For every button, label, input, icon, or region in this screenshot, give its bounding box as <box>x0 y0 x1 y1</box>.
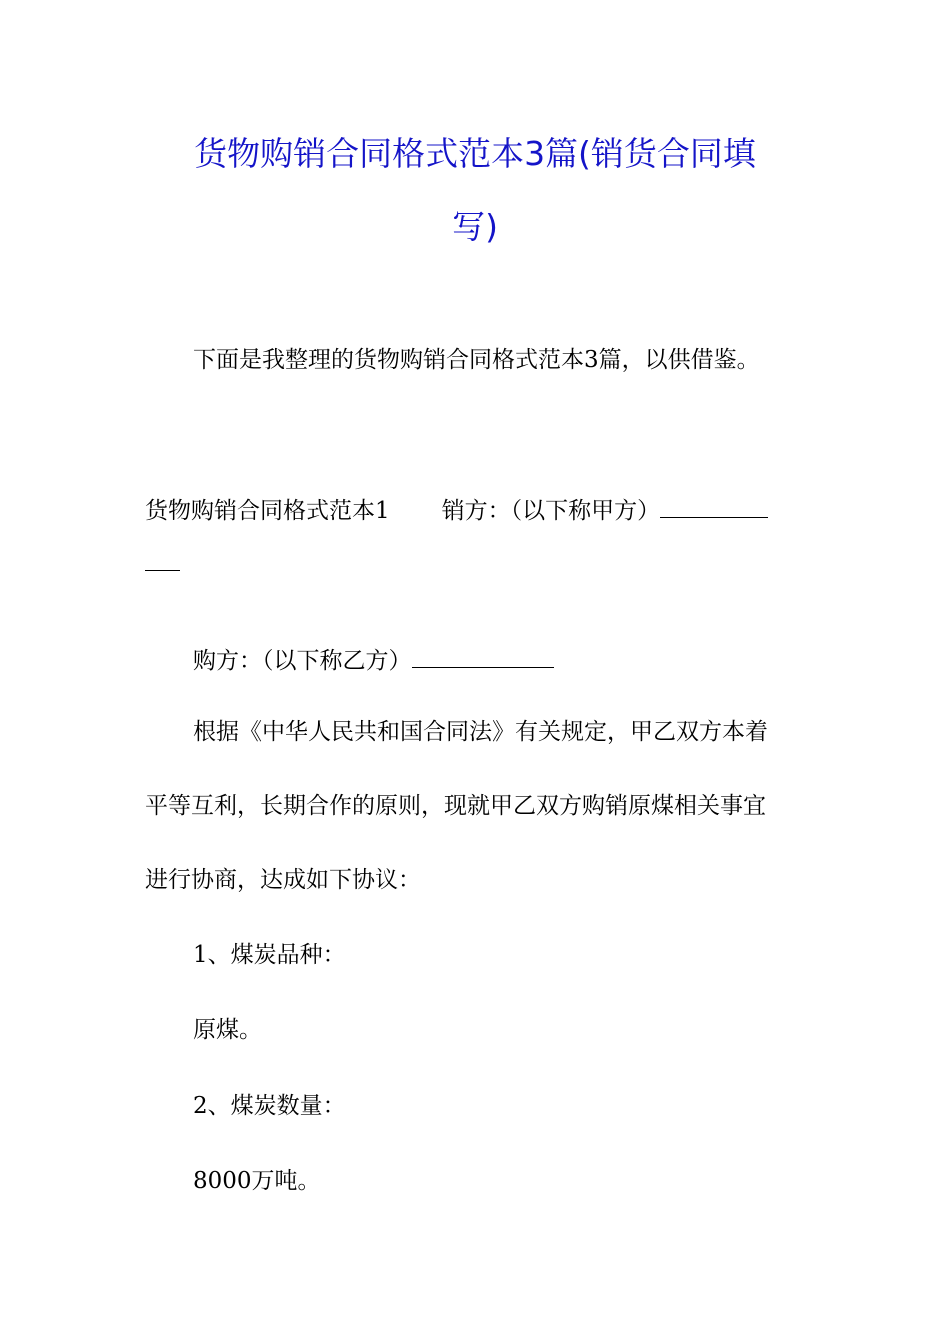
buyer-line <box>193 645 858 676</box>
document-title-line-2: 写) <box>452 207 498 246</box>
sample1-heading-line <box>145 495 810 526</box>
item2-label: 2、煤炭数量： <box>193 1093 346 1119</box>
item1-value: 原煤。 <box>193 1017 262 1043</box>
paragraph1-line-2: 平等互利，长期合作的原则，现就甲乙双方购销原煤相关事宜 <box>145 793 766 819</box>
sample1-heading: 货物购销合同格式范本1 <box>145 498 390 524</box>
item1-label: 1、煤炭品种： <box>193 942 346 968</box>
document-title-line-1: 货物购销合同格式范本3篇(销货合同填 <box>194 134 756 173</box>
item2-value: 8000万吨。 <box>193 1168 321 1194</box>
seller-name-blank <box>660 495 768 518</box>
seller-name-blank-continued-line <box>145 548 810 579</box>
paragraph1-line-1: 根据《中华人民共和国合同法》有关规定，甲乙双方本着 <box>193 719 768 745</box>
intro-paragraph: 下面是我整理的货物购销合同格式范本3篇，以供借鉴。 <box>193 347 760 373</box>
paragraph1-line-3: 进行协商，达成如下协议： <box>145 867 421 893</box>
seller-name-blank-continued <box>145 548 180 571</box>
buyer-name-blank <box>412 645 554 668</box>
seller-label: 销方：（以下称甲方） <box>441 498 661 524</box>
buyer-label: 购方：（以下称乙方） <box>193 648 412 674</box>
